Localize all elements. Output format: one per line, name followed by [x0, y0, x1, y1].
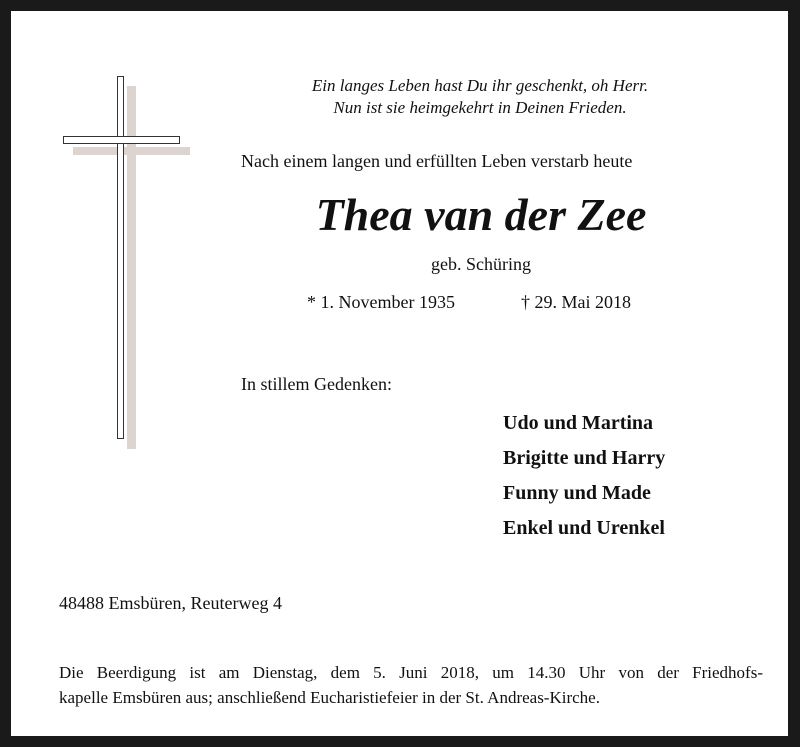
bible-verse — [255, 75, 705, 119]
funeral-info — [59, 660, 763, 710]
mourner-item: Brigitte und Harry — [503, 447, 666, 469]
funeral-line-1: Die Beerdigung ist am Dienstag, dem 5. Juni 2018, um 14.30 Uhr von der Friedhofs- — [59, 663, 763, 682]
verse-line-1: Ein langes Leben hast Du ihr geschenkt, oh Herr. — [311, 76, 649, 95]
mourners-list — [503, 406, 665, 546]
birth-date: * 1. November 1935 — [307, 292, 455, 312]
mourner-item: Udo und Martina — [503, 412, 654, 434]
funeral-line-2: kapelle Emsbüren aus; anschließend Eucharistiefeier in der St. Andreas-Kirche. — [59, 688, 600, 707]
deceased-name: Thea van der Zee — [315, 189, 647, 240]
address: 48488 Emsbüren, Reuterweg 4 — [59, 593, 282, 613]
verse-line-2: Nun ist sie heimgekehrt in Deinen Frieden. — [333, 98, 627, 117]
intro-text: Nach einem langen und erfüllten Leben verstarb heute — [241, 151, 633, 171]
birth-name: geb. Schüring — [431, 254, 531, 274]
death-date: † 29. Mai 2018 — [521, 292, 631, 312]
remembrance-label: In stillem Gedenken: — [241, 374, 392, 394]
mourner-item: Enkel und Urenkel — [503, 517, 665, 539]
mourner-item: Funny und Made — [503, 482, 651, 504]
